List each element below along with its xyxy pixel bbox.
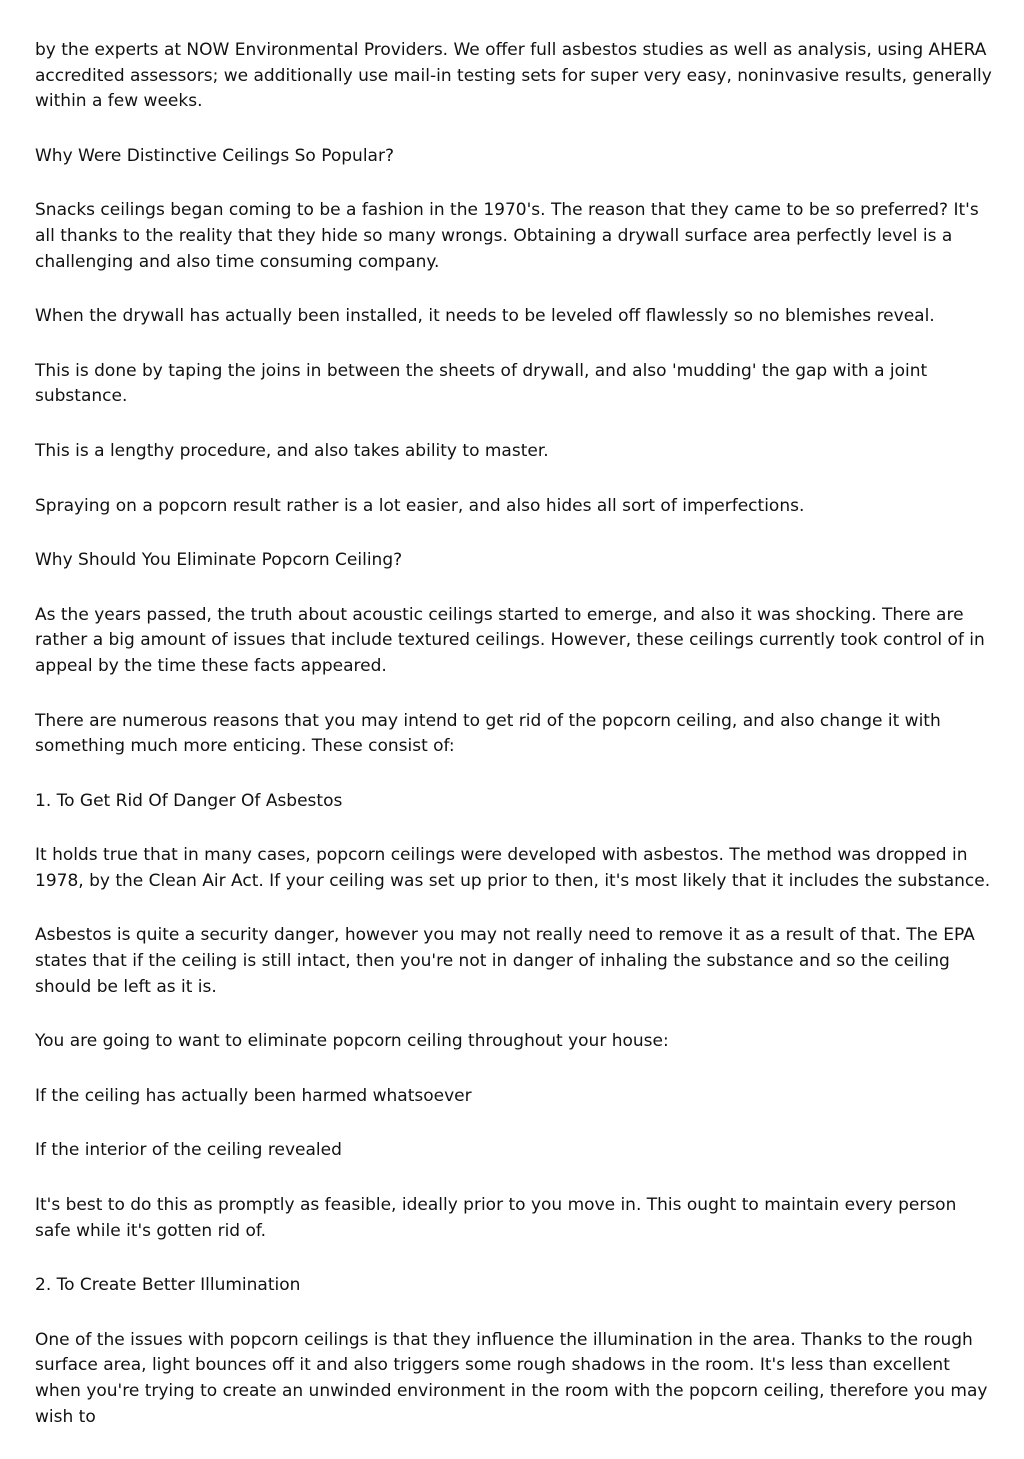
paragraph: As the years passed, the truth about acoustic ceilings started to emerge, and also it was shocking. There are rather a big amount of issues that include textured ceilings. However, these ceilings currently took control of in appeal by the time these facts appeared. xyxy=(35,604,985,676)
paragraph: It holds true that in many cases, popcorn ceilings were developed with asbestos. The method was dropped in 1978, by the Clean Air Act. If your ceiling was set up prior to then, it's most likely that it includes the substance. xyxy=(35,845,991,891)
list-heading-asbestos: 1. To Get Rid Of Danger Of Asbestos xyxy=(35,790,343,811)
paragraph-intro: by the experts at NOW Environmental Providers. We offer full asbestos studies as well as analysis, using AHERA accredited assessors; we additionally use mail-in testing sets for super very easy, noninvasive results, generally within a few weeks. xyxy=(35,40,992,112)
paragraph: This is a lengthy procedure, and also takes ability to master. xyxy=(35,440,549,461)
paragraph: This is done by taping the joins in between the sheets of drywall, and also 'mudding' the gap with a joint substance. xyxy=(35,360,928,407)
list-heading-illumination: 2. To Create Better Illumination xyxy=(35,1275,301,1296)
paragraph: You are going to want to eliminate popcorn ceiling throughout your house: xyxy=(35,1031,669,1052)
document-body xyxy=(35,38,995,1459)
paragraph: Asbestos is quite a security danger, however you may not really need to remove it as a result of that. The EPA states that if the ceiling is still intact, then you're not in danger of inhaling the substance and so the ceiling should be left as it is. xyxy=(35,925,975,997)
paragraph: Spraying on a popcorn result rather is a lot easier, and also hides all sort of imperfections. xyxy=(35,495,805,516)
paragraph: When the drywall has actually been installed, it needs to be leveled off flawlessly so no blemishes reveal. xyxy=(35,306,935,327)
paragraph: It's best to do this as promptly as feasible, ideally prior to you move in. This ought to maintain every person safe while it's gotten rid of. xyxy=(35,1195,957,1241)
paragraph: One of the issues with popcorn ceilings is that they influence the illumination in the area. Thanks to the rough surface area, light bounces off it and also triggers some rough shadows in the room. It's less than excellent when you're trying to create an unwinded environment in the room with the popcorn ceiling, therefore you may wish to xyxy=(35,1329,988,1427)
section-heading-eliminate: Why Should You Eliminate Popcorn Ceiling? xyxy=(35,550,403,571)
section-heading-popularity: Why Were Distinctive Ceilings So Popular? xyxy=(35,145,394,166)
paragraph: If the ceiling has actually been harmed whatsoever xyxy=(35,1085,472,1106)
paragraph: Snacks ceilings began coming to be a fashion in the 1970's. The reason that they came to be so preferred? It's all thanks to the reality that they hide so many wrongs. Obtaining a drywall surface area perfectly level is a challenging and also time consuming company. xyxy=(35,200,979,272)
paragraph: If the interior of the ceiling revealed xyxy=(35,1140,342,1161)
paragraph: There are numerous reasons that you may intend to get rid of the popcorn ceiling, and also change it with something much more enticing. These consist of: xyxy=(35,710,941,757)
